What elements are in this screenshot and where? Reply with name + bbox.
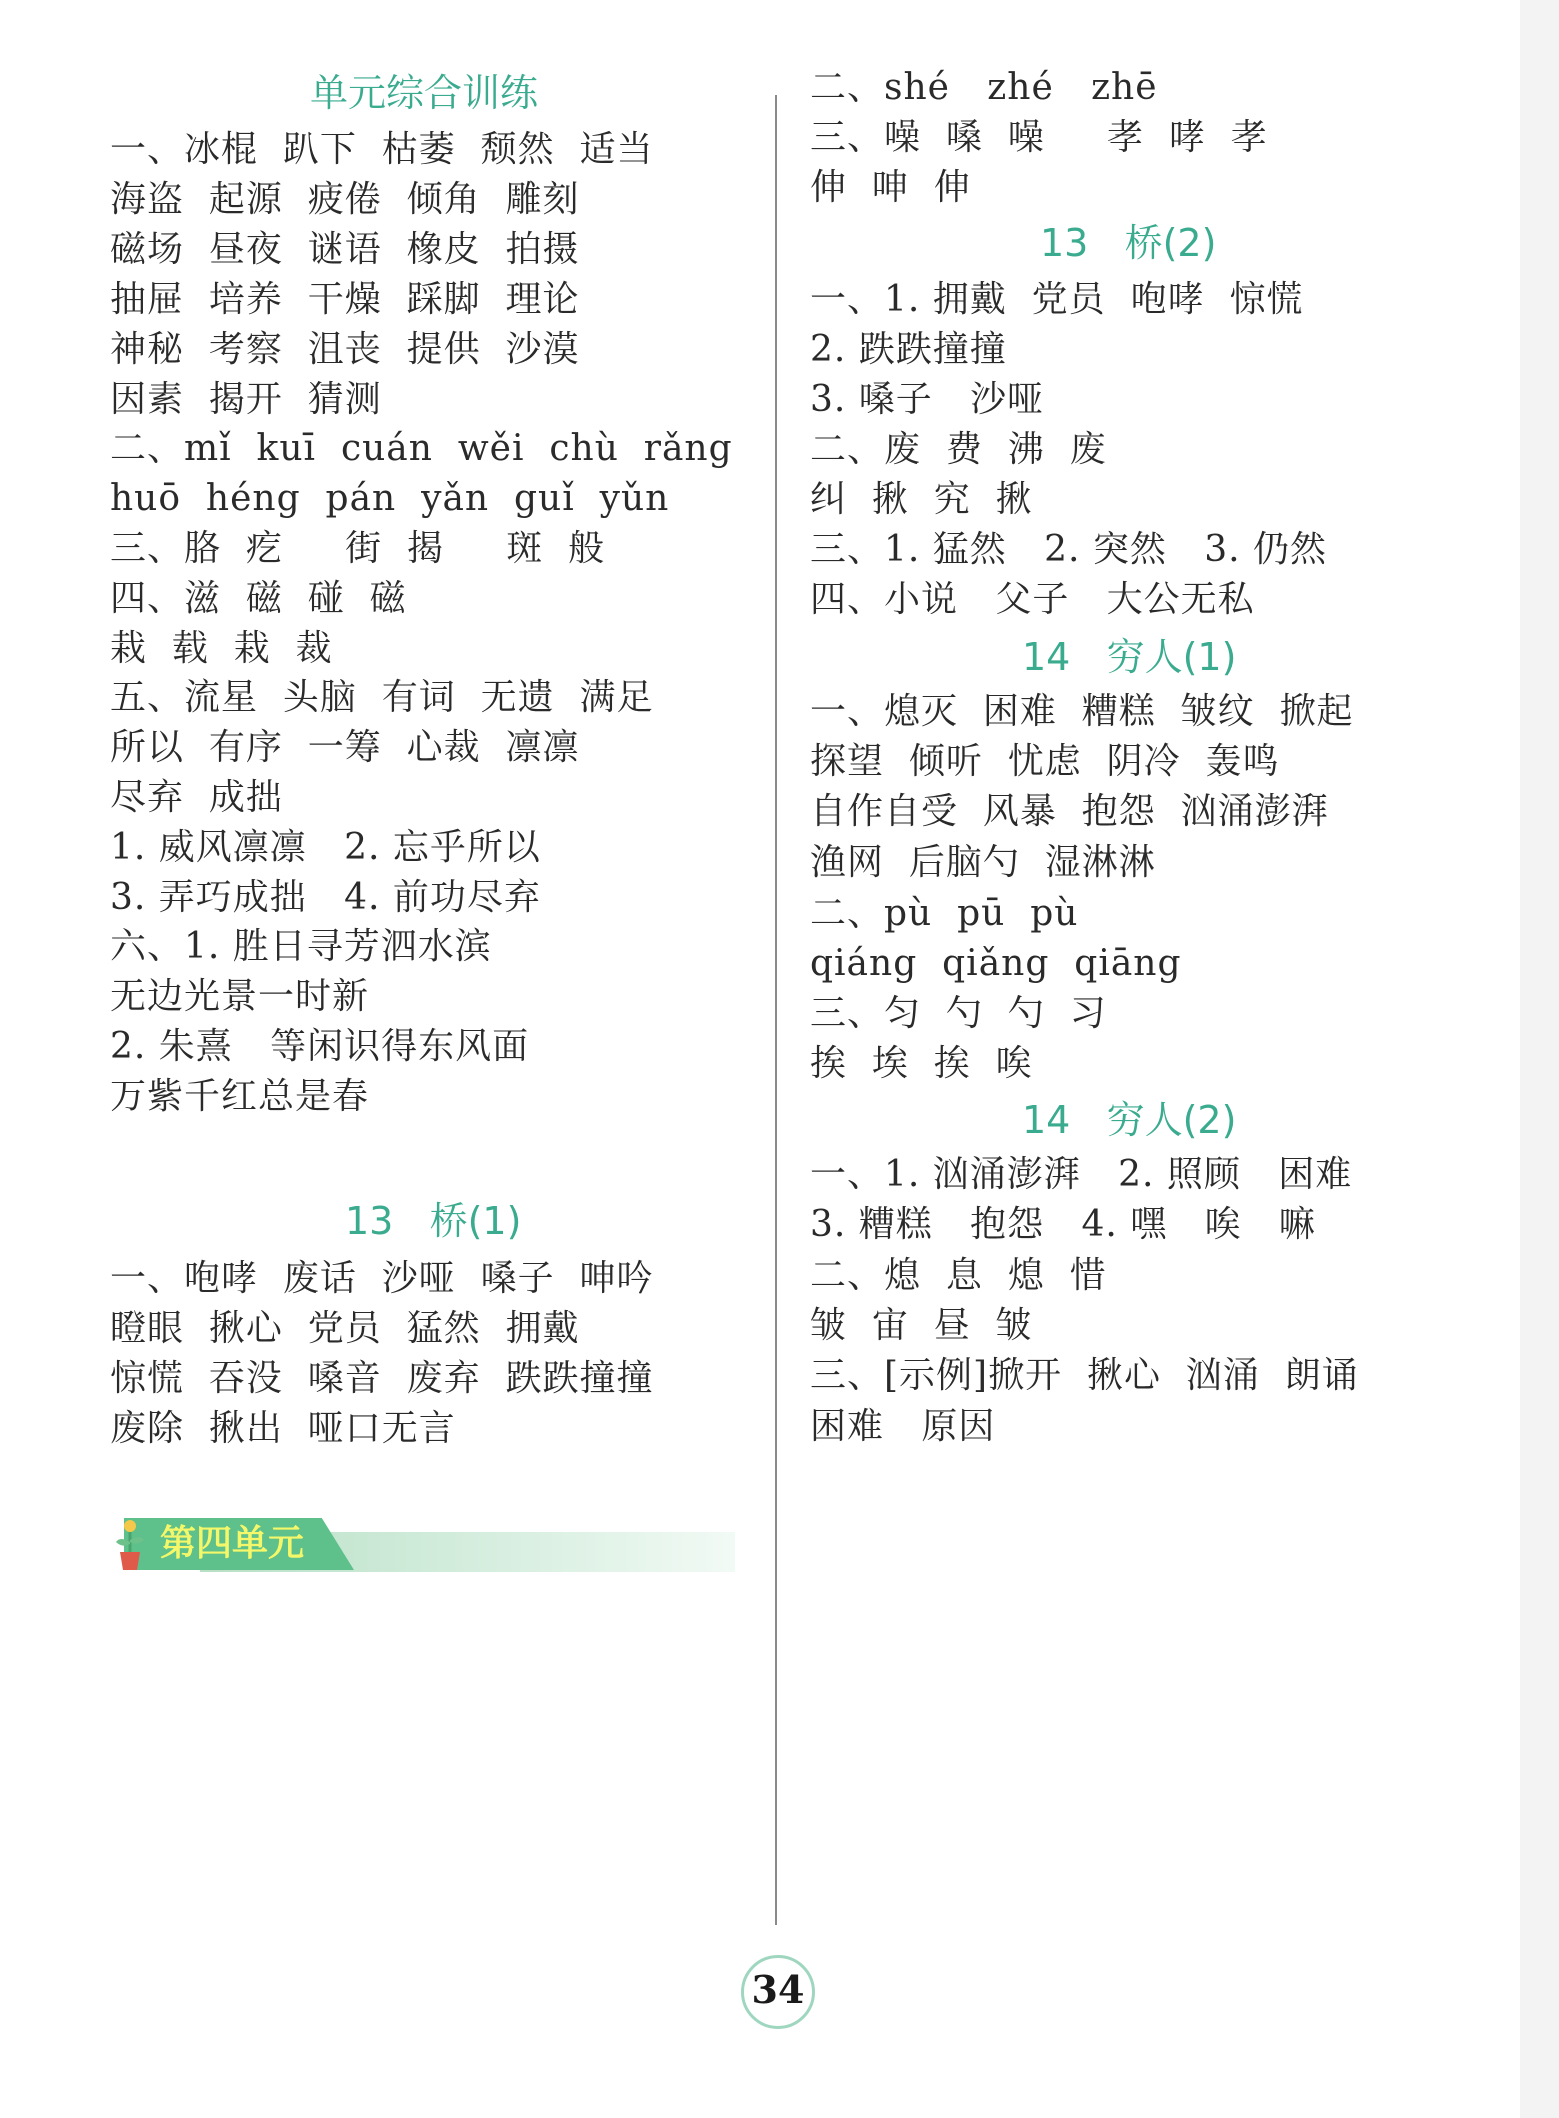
answer-line: 栽 载 栽 裁 [110, 628, 333, 669]
answer-line: 纠 揪 究 揪 [810, 479, 1033, 520]
lesson-title: 13 桥(1) [345, 1199, 522, 1243]
page-number: 34 [751, 1967, 805, 2012]
answer-line: 六、1. 胜日寻芳泗水滨 [110, 926, 492, 967]
answer-line: 三、噪 嗓 噪 孝 哮 孝 [810, 117, 1268, 158]
answer-line: 自作自受 风暴 抱怨 汹涌澎湃 [810, 791, 1329, 832]
answer-line: 三、匀 勺 勺 习 [810, 993, 1107, 1034]
answer-line: 二、mǐ kuī cuán wěi chù rǎng [110, 428, 733, 469]
answer-line: qiáng qiǎng qiāng [810, 943, 1182, 984]
answer-line: 挨 埃 挨 唉 [810, 1043, 1033, 1084]
answer-line: 五、流星 头脑 有词 无遗 满足 [110, 677, 654, 718]
answer-line: 无边光景一时新 [110, 976, 370, 1017]
answer-line: 3. 弄巧成拙 4. 前功尽弃 [110, 877, 541, 918]
answer-line: 二、废 费 沸 废 [810, 429, 1107, 470]
plant-icon [110, 1518, 150, 1578]
answer-line: 渔网 后脑勺 湿淋淋 [810, 842, 1156, 883]
answer-line: 所以 有序 一筹 心裁 凛凛 [110, 727, 580, 768]
answer-line: 三、1. 猛然 2. 突然 3. 仍然 [810, 529, 1328, 570]
answer-line: 皱 宙 昼 皱 [810, 1305, 1033, 1346]
answer-line: 神秘 考察 沮丧 提供 沙漠 [110, 329, 580, 370]
lesson-title: 14 穷人(1) [1022, 635, 1237, 679]
answer-line: 四、小说 父子 大公无私 [810, 579, 1255, 620]
answer-line: huō héng pán yǎn guǐ yǔn [110, 478, 670, 519]
answer-line: 二、熄 息 熄 惜 [810, 1255, 1107, 1296]
answer-line: 1. 威风凛凛 2. 忘乎所以 [110, 827, 541, 868]
answer-line: 因素 揭开 猜测 [110, 379, 382, 420]
answer-line: 海盗 起源 疲倦 倾角 雕刻 [110, 179, 580, 220]
answer-line: 三、[示例]掀开 揪心 汹涌 朗诵 [810, 1355, 1359, 1396]
answer-line: 抽屉 培养 干燥 踩脚 理论 [110, 279, 580, 320]
answer-line: 三、胳 疙 街 揭 斑 般 [110, 528, 606, 569]
answer-line: 尽弃 成拙 [110, 777, 283, 818]
answer-line: 2. 跌跌撞撞 [810, 329, 1007, 370]
answer-line: 惊慌 吞没 嗓音 废弃 跌跌撞撞 [110, 1358, 654, 1399]
section-title: 单元综合训练 [310, 71, 539, 115]
answer-line: 一、咆哮 废话 沙哑 嗓子 呻吟 [110, 1258, 654, 1299]
answer-line: 磁场 昼夜 谜语 橡皮 拍摄 [110, 229, 580, 270]
answer-line: 一、1. 汹涌澎湃 2. 照顾 困难 [810, 1154, 1353, 1195]
answer-line: 3. 嗓子 沙哑 [810, 379, 1045, 420]
answer-line: 探望 倾听 忧虑 阴冷 轰鸣 [810, 741, 1280, 782]
answer-line: 一、熄灭 困难 糟糕 皱纹 掀起 [810, 691, 1354, 732]
answer-line: 一、1. 拥戴 党员 咆哮 惊慌 [810, 279, 1304, 320]
answer-line: 困难 原因 [810, 1406, 996, 1447]
answer-line: 四、滋 磁 碰 磁 [110, 578, 407, 619]
lesson-title: 14 穷人(2) [1022, 1098, 1237, 1142]
answer-line: 伸 呻 伸 [810, 167, 971, 208]
answer-line: 万紫千红总是春 [110, 1076, 370, 1117]
answer-line: 二、pù pū pù [810, 893, 1079, 934]
answer-line: 3. 糟糕 抱怨 4. 嘿 唉 嘛 [810, 1204, 1316, 1245]
answer-line: 2. 朱熹 等闲识得东风面 [110, 1026, 530, 1067]
unit-banner [110, 1518, 735, 1576]
answer-line: 二、shé zhé zhē [810, 67, 1158, 108]
answer-line: 瞪眼 揪心 党员 猛然 拥戴 [110, 1308, 580, 1349]
answer-line: 一、冰棍 趴下 枯萎 颓然 适当 [110, 129, 654, 170]
column-divider [775, 95, 777, 1925]
page-number-badge [741, 1955, 817, 2031]
lesson-title: 13 桥(2) [1040, 221, 1217, 265]
answer-line: 废除 揪出 哑口无言 [110, 1408, 456, 1449]
unit-banner-label: 第四单元 [160, 1523, 305, 1564]
